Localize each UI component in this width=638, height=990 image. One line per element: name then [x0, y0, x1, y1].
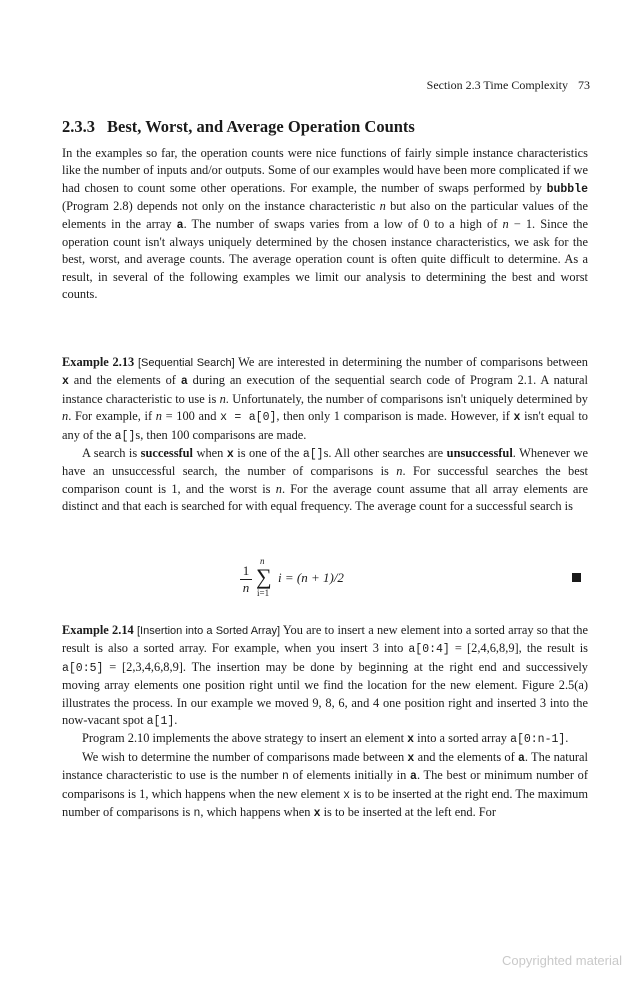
section-heading — [62, 117, 415, 137]
page-number: 73 — [578, 78, 590, 92]
average-count-formula — [240, 556, 420, 608]
example-2-13: Example 2.13 [Sequential Search] We are interested in determining the number of comparisons between x and the elements of a during an execution of the sequential search code of Program 2.1. A natural instance characteristic to use is n. Unfortunately, the number of comparisons isn't uniquely determined by n. For example, if n = 100 and x = a[0], then only 1 comparison is made. However, if x isn't equal to any of the a[]s, then 100 comparisons are made. A search is successful when x is one of the a[]s. All other searches are unsuccessful. Whenever we have an unsuccessful search, the number of comparisons is n. For successful searches the best comparison count is 1, and the worst is n. For the average count assume that all array elements are distinct and that each is searched for with equal frequency. The average count for a successful search is — [62, 355, 588, 514]
example-title: [Sequential Search] — [137, 357, 235, 369]
running-head — [427, 78, 590, 93]
end-of-example-marker — [572, 573, 581, 582]
example-title: [Insertion into a Sorted Array] — [137, 625, 281, 637]
watermark: Copyrighted material — [502, 953, 622, 968]
example-label: Example 2.13 — [62, 355, 135, 369]
sum-expression: i = (n + 1)/2 — [278, 570, 344, 585]
example-label: Example 2.14 — [62, 623, 134, 637]
example-2-14: Example 2.14 [Insertion into a Sorted Array] You are to insert a new element into a sorted array so that the result is also a sorted array. For example, when you insert 3 into a[0:4] = [2,4,6,8,9], the result is a[0:5] = [2,3,4,6,8,9]. The insertion may be done by beginning at the right end and successively moving array elements one position right until we find the location for the new element. Figure 2.5(a) illustrates the process. In our example we moved 9, 8, 6, and 4 one position right and inserted 3 into the now-vacant spot a[1]. Program 2.10 implements the above strategy to insert an element x into a sorted array a[0:n-1]. We wish to determine the number of comparisons made between x and the elements of a. The natural instance characteristic to use is the number n of elements initially in a. The best or minimum number of comparisons is 1, which happens when the new element x is to be inserted at the right end. The maximum number of comparisons is n, which happens when x is to be inserted at the left end. For — [62, 623, 589, 821]
section-title: Best, Worst, and Average Operation Counts — [107, 117, 415, 136]
section-number: 2.3.3 — [62, 117, 95, 136]
sum-lower-limit: i=1 — [257, 588, 270, 598]
code-bubble: bubble — [546, 182, 588, 196]
running-head-section: Section 2.3 Time Complexity — [426, 78, 568, 92]
summation-sign: ∑ — [256, 564, 272, 589]
intro-paragraph: In the examples so far, the operation counts were nice functions of fairly simple instance characteristics like the number of inputs and/or outputs. Some of our examples would have been more complicated if we had chosen to count some other operations. For example, the number of swaps performed by bubble (Program 2.8) depends not only on the instance characteristic n but also on the particular values of the elements in the array a. The number of swaps varies from a low of 0 to a high of n − 1. Since the operation count isn't always uniquely determined by the chosen instance characteristics, we ask for the best, worst, and average counts. The average operation count is often quite difficult to determine. As a result, in several of the following examples we limit our analysis to determining the best and worst counts. — [62, 146, 589, 302]
fraction: 1 n — [240, 564, 252, 595]
sum-upper-limit: n — [260, 556, 265, 566]
